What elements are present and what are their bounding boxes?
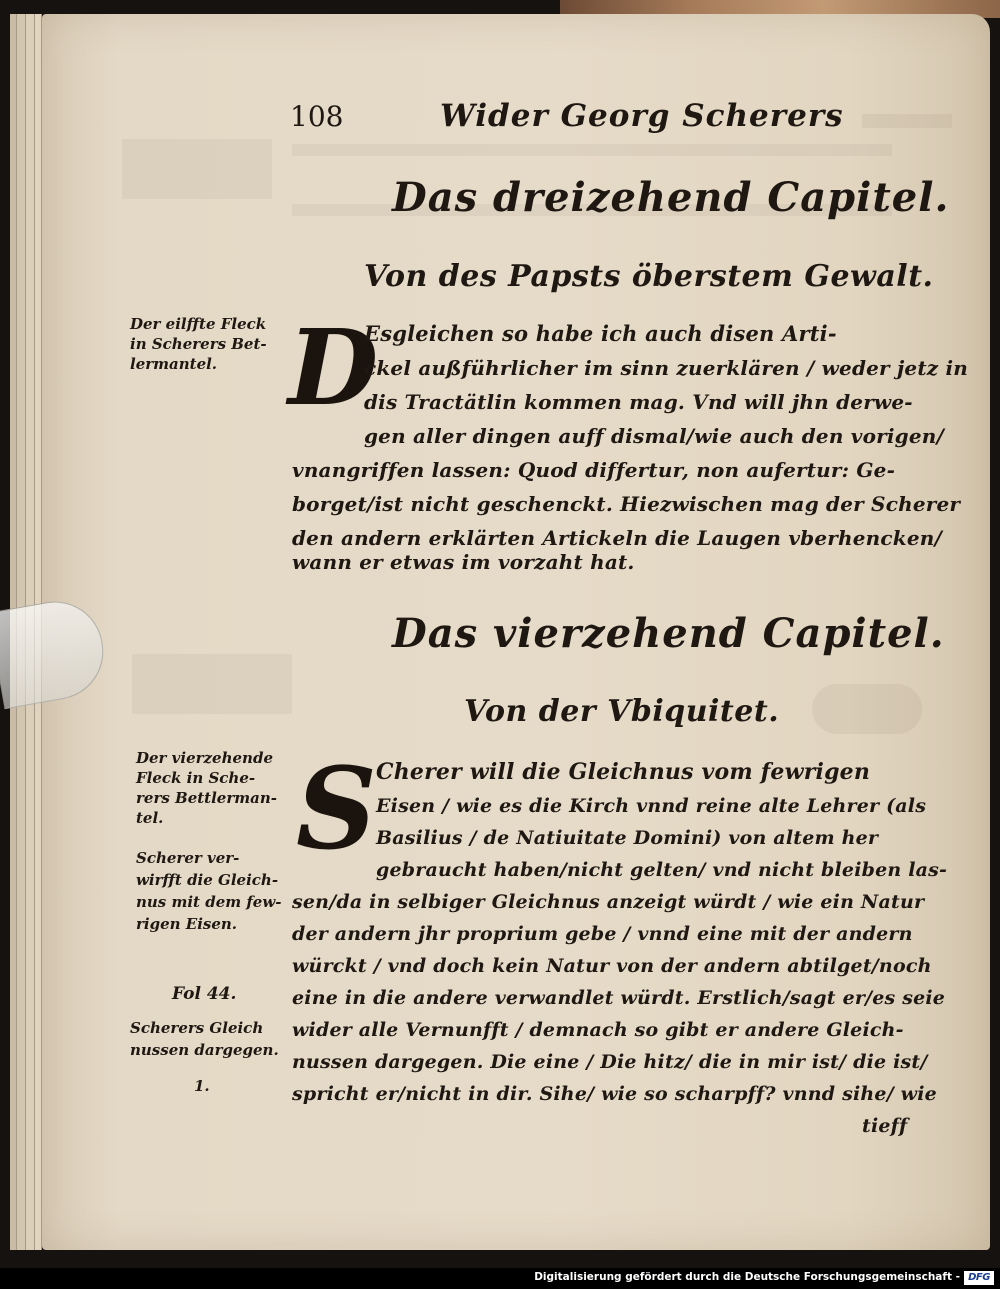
margin-note: in Scherers Bet- [130,335,267,353]
chapter-subtitle: Von des Papsts öberstem Gewalt. [364,259,934,294]
footer-bar [0,1268,1000,1289]
text-line: der andern jhr proprium gebe / vnnd eine mit der andern [292,923,913,945]
drop-cap: S [296,744,377,875]
text-line: Esgleichen so habe ich auch disen Arti- [364,321,837,346]
text-line: Basilius / de Natiuitate Domini) von altem her [376,827,879,849]
margin-note: nus mit dem few- [136,893,282,911]
text-line: spricht er/nicht in dir. Sihe/ wie so scharpff? vnnd sihe/ wie [292,1083,937,1105]
drop-cap: D [288,306,379,429]
margin-note: rigen Eisen. [136,915,238,933]
margin-note: tel. [136,809,164,827]
footer-credit: Digitalisierung gefördert durch die Deutsche Forschungsgemeinschaft - [534,1271,960,1283]
text-line: den andern erklärten Artickeln die Laugen vberhencken/ [292,526,943,550]
text-line: wann er etwas im vorzaht hat. [292,550,635,574]
text-line: ckel außführlicher im sinn zuerklären / weder jetz in [364,356,969,380]
text-line: sen/da in selbiger Gleichnus anzeigt würdt / wie ein Natur [292,891,925,913]
margin-note: nussen dargegen. [130,1041,279,1059]
text-line: würckt / vnd doch kein Natur von der andern abtilget/noch [292,955,932,977]
bleed-through-mark [812,684,922,734]
margin-note: rers Bettlerman- [136,789,277,807]
bleed-through-mark [862,114,952,128]
text-line: vnangriffen lassen: Quod differtur, non aufertur: Ge- [292,458,896,482]
margin-note: Der vierzehende [136,749,273,767]
text-line: nussen dargegen. Die eine / Die hitz/ die in mir ist/ die ist/ [292,1051,928,1073]
page-sheet [42,14,990,1250]
margin-note: Scherer ver- [136,849,240,867]
bleed-through-mark [292,144,892,156]
text-line: gen aller dingen auff dismal/wie auch den vorigen/ [364,424,945,448]
margin-note: Der eilffte Fleck [130,315,267,333]
text-line: eine in die andere verwandlet würdt. Erstlich/sagt er/es seie [292,987,946,1009]
dfg-logo[interactable]: DFG [964,1271,994,1285]
text-line: Eisen / wie es die Kirch vnnd reine alte Lehrer (als [376,795,927,817]
chapter-title: Das vierzehend Capitel. [392,610,945,657]
running-head: Wider Georg Scherers [440,98,844,134]
text-line: borget/ist nicht geschenckt. Hiezwischen mag der Scherer [292,492,961,516]
margin-note-number: 1. [194,1077,210,1095]
chapter-subtitle: Von der Vbiquitet. [464,694,780,729]
catchword: tieff [862,1115,908,1137]
text-line: gebraucht haben/nicht gelten/ vnd nicht bleiben las- [376,859,948,881]
margin-note: Scherers Gleich [130,1019,264,1037]
text-line: wider alle Vernunfft / demnach so gibt er andere Gleich- [292,1019,904,1041]
text-line: Cherer will die Gleichnus vom fewrigen [376,759,871,785]
margin-note-folio: Fol 44. [172,984,237,1004]
bleed-through-mark [132,654,292,714]
margin-note: Fleck in Sche- [136,769,256,787]
page-number: 108 [290,100,344,133]
margin-note: lermantel. [130,355,218,373]
bleed-through-mark [122,139,272,199]
margin-note: wirfft die Gleich- [136,871,279,889]
text-line: dis Tractätlin kommen mag. Vnd will jhn derwe- [364,390,913,414]
chapter-title: Das dreizehend Capitel. [392,174,950,221]
